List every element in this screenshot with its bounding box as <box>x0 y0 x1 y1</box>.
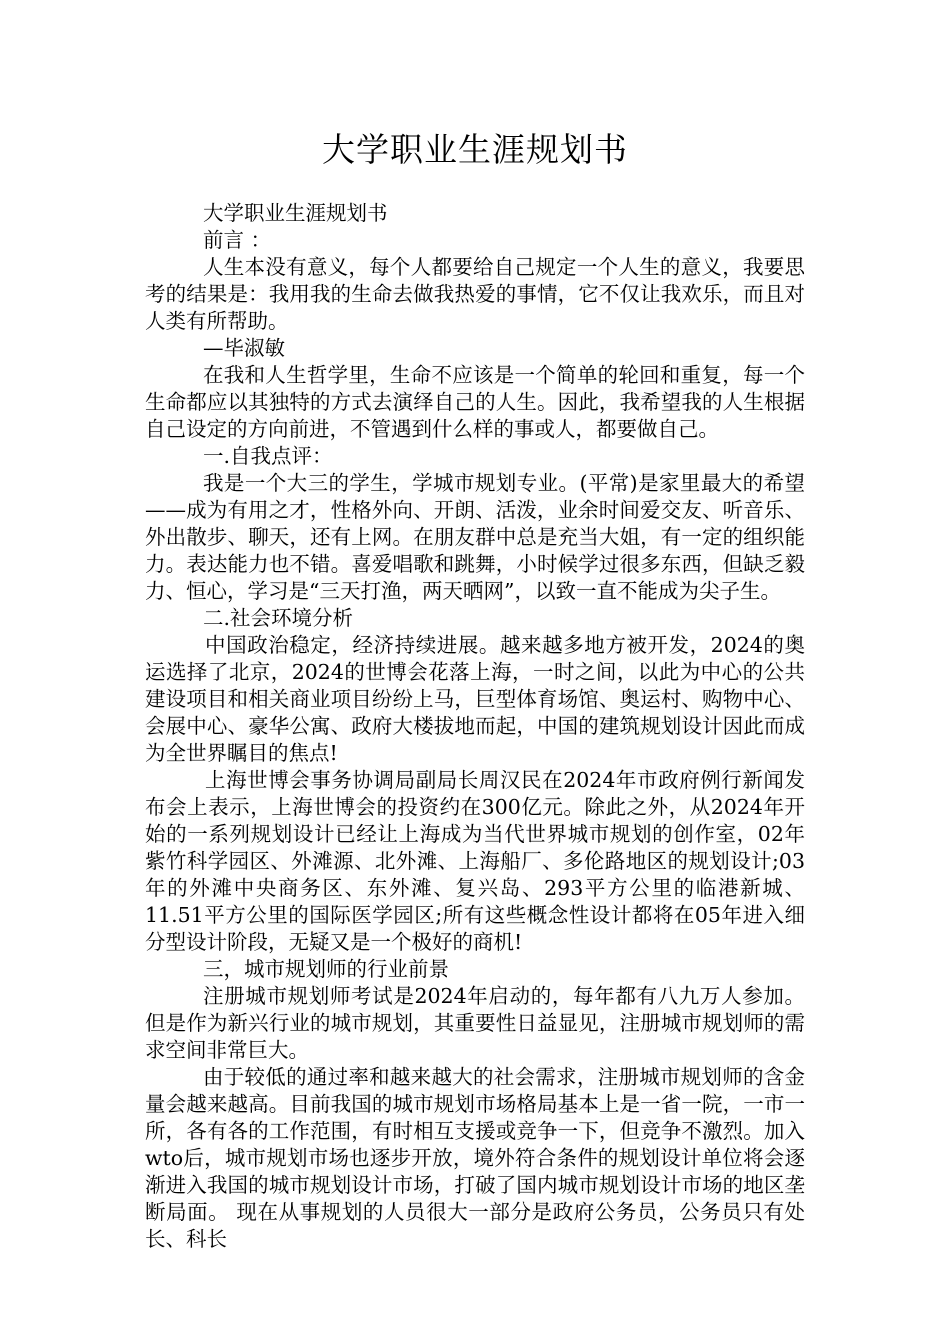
section-heading-industry-outlook: 三，城市规划师的行业前景 <box>203 957 449 981</box>
quote-attribution: —毕淑敏 <box>203 336 285 360</box>
exam-paragraph: 注册城市规划师考试是2024年启动的，每年都有八九万人参加。但是作为新兴行业的城市规划，其重要性日益显见，注册城市规划师的需求空间非常巨大。 <box>145 984 805 1062</box>
subtitle-line: 大学职业生涯规划书 <box>203 201 388 225</box>
document-title: 大学职业生涯规划书 <box>322 130 628 169</box>
expo-paragraph: 上海世博会事务协调局副局长周汉民在2024年市政府例行新闻发布会上表示，上海世博会的投资约在300亿元。除此之外，从2024年开始的一系列规划设计已经让上海成为当代世界城市规划的创作室，02年紫竹科学园区、外滩源、北外滩、上海船厂、多伦路地区的规划设计;03年的外滩中央商务区、东外滩、复兴岛、293平方公里的临港新城、11.51平方公里的国际医学园区;所有这些概念性设计都将在05年进入细分型设计阶段，无疑又是一个极好的商机! <box>145 768 805 954</box>
section-heading-self-review: 一.自我点评： <box>203 444 333 468</box>
self-review-paragraph: 我是一个大三的学生，学城市规划专业。(平常)是家里最大的希望——成为有用之才，性格外向、开朗、活泼，业余时间爱交友、听音乐、外出散步、聊天，还有上网。在朋友群中总是充当大姐，有一定的组织能力。表达能力也不错。喜爱唱歌和跳舞，小时候学过很多东西，但缺乏毅力、恒心，学习是“三天打渔，两天晒网”，以致一直不能成为尖子生。 <box>145 471 805 603</box>
document-body <box>145 200 805 1253</box>
philosophy-paragraph: 在我和人生哲学里，生命不应该是一个简单的轮回和重复，每一个生命都应以其独特的方式去演绎自己的人生。因此，我希望我的人生根据自己设定的方向前进，不管遇到什么样的事或人，都要做自己。 <box>145 363 805 441</box>
preface-paragraph: 人生本没有意义，每个人都要给自己规定一个人生的意义，我要思考的结果是：我用我的生命去做我热爱的事情，它不仅让我欢乐，而且对人类有所帮助。 <box>145 255 805 333</box>
social-environment-paragraph: 中国政治稳定，经济持续进展。越来越多地方被开发，2024的奥运选择了北京，2024的世博会花落上海，一时之间，以此为中心的公共建设项目和相关商业项目纷纷上马，巨型体育场馆、奥运村、购物中心、会展中心、豪华公寓、政府大楼拔地而起，中国的建筑规划设计因此而成为全世界瞩目的焦点! <box>145 633 805 765</box>
market-paragraph: 由于较低的通过率和越来越大的社会需求，注册城市规划师的含金量会越来越高。目前我国的城市规划市场格局基本上是一省一院，一市一所，各有各的工作范围，有时相互支援或竞争一下，但竞争不激烈。加入wto后，城市规划市场也逐步开放，境外符合条件的规划设计单位将会逐渐进入我国的城市规划设计市场，打破了国内城市规划设计市场的地区垄断局面。 现在从事规划的人员很大一部分是政府公务员，公务员只有处长、科长 <box>145 1065 805 1251</box>
section-heading-social-environment: 二.社会环境分析 <box>203 606 354 630</box>
preface-heading: 前言 ： <box>203 228 272 252</box>
